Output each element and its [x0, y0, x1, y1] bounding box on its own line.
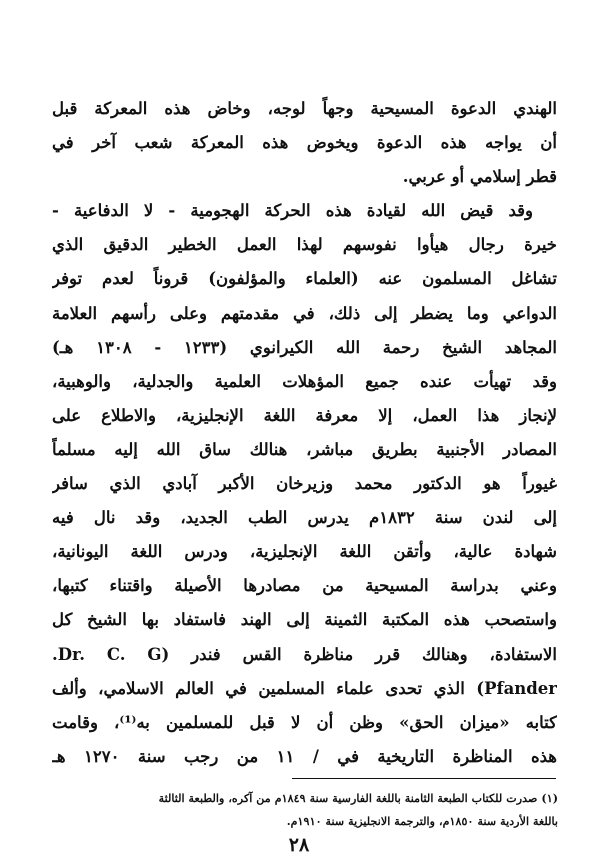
- text-line: الدواعي وما يضطر إلى ذلك، في مقدمتهم وعلى رأسهم العلامة: [52, 303, 557, 323]
- text-line: الهندي الدعوة المسيحية وجهاً لوجه، وخاض هذه المعركة قبل: [52, 99, 557, 118]
- text-line: قطر إسلامي أو عربي.: [402, 167, 557, 187]
- footnote-divider: [292, 778, 556, 779]
- text-line: واستصحب هذه المكتبة الثمينة إلى الهند فاستفاد بها الشيخ كل: [52, 610, 557, 630]
- text-line: المصادر الأجنبية بطريق مباشر، هنالك ساق الله إليه مسلماً: [52, 439, 557, 459]
- text-line: هذه المناظرة التاريخية في / ١١ من رجب سنة ١٢٧٠ هـ: [52, 746, 557, 766]
- footnote-line: باللغة الأردية سنة ١٨٥٠م، والترجمة الانجليزية سنة ١٩١٠م.: [286, 814, 558, 828]
- text-line: غيوراً هو الدكتور محمد وزيرخان الأكبر آبادي الذي سافر: [52, 474, 557, 494]
- text-line: Pfander) الذي تحدى علماء المسلمين في العالم الاسلامي، وألف: [52, 678, 557, 698]
- text-line: شهادة عالية، وأتقن اللغة الإنجليزية، ودرس اللغة اليونانية،: [52, 542, 557, 562]
- body-text: [52, 92, 557, 774]
- text-line: الاستفادة، وهنالك قرر مناظرة القس فندر (Dr. C. G.: [52, 644, 557, 664]
- text-line: كتابه «ميزان الحق» وظن أن لا قبل للمسلمين به⁽¹⁾، وقامت: [52, 712, 557, 732]
- text-line: تشاغل المسلمون عنه (العلماء والمؤلفون) قروناً لعدم توفر: [52, 269, 557, 289]
- text-line: إلى لندن سنة ١٨٣٢م يدرس الطب الجديد، وقد نال فيه: [52, 508, 557, 528]
- text-line: أن يواجه هذه الدعوة ويخوض هذه المعركة شعب آخر في: [52, 133, 557, 153]
- text-line: لإنجاز هذا العمل، إلا معرفة اللغة الإنجليزية، والاطلاع على: [52, 405, 557, 425]
- text-line: وقد تهيأت عنده جميع المؤهلات العلمية والجدلية، والوهبية،: [52, 371, 557, 391]
- footnote-line: (١) صدرت للكتاب الطبعة الثامنة باللغة الفارسية سنة ١٨٤٩م من آكره، والطبعة الثالثة: [158, 791, 558, 805]
- text-line: المجاهد الشيخ رحمة الله الكيرانوي (١٢٣٣ - ١٣٠٨ هـ): [52, 337, 557, 357]
- page-number: ٢٨: [288, 834, 310, 856]
- footnotes: [40, 787, 558, 833]
- text-line: وعني بدراسة المسيحية من مصادرها الأصيلة واقتناء كتبها،: [52, 576, 557, 596]
- text-line: خيرة رجال هيأوا نفوسهم لهذا العمل الخطير الدقيق الذي: [52, 235, 557, 255]
- paragraph-start-line: وقد قيض الله لقيادة هذه الحركة الهجومية - لا الدفاعية -: [52, 201, 533, 221]
